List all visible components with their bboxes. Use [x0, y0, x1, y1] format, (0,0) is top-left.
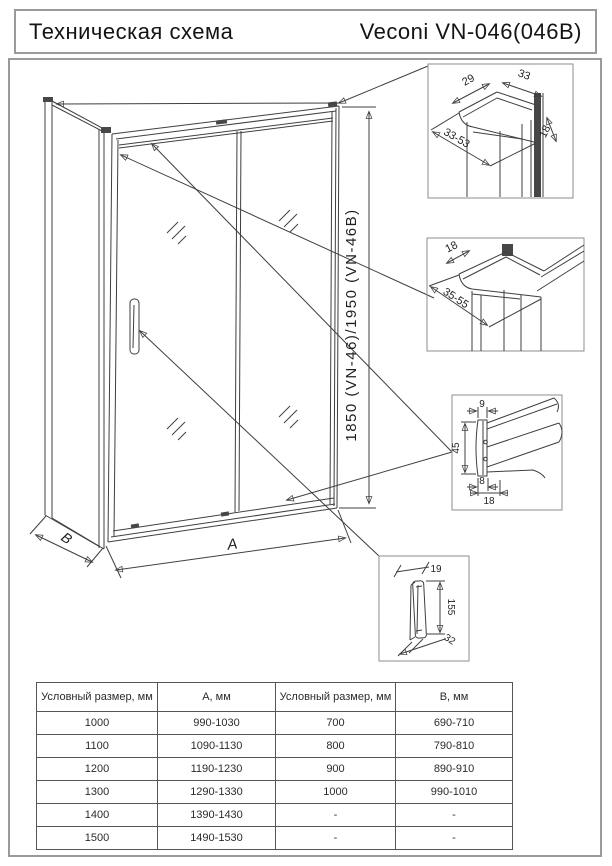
- handle-dim-19: 19: [430, 564, 442, 575]
- glass-reflection-marks: [167, 210, 298, 440]
- side-panel: [43, 97, 111, 549]
- col-header-nominal-a: Условный размер, мм: [37, 683, 158, 712]
- table-row: [37, 712, 513, 735]
- rail-section-dim-9: 9: [479, 399, 485, 410]
- cell: 1500: [37, 827, 158, 850]
- table-row: [37, 827, 513, 850]
- cell: -: [276, 804, 396, 827]
- page-title: Техническая схема: [29, 18, 234, 44]
- cell: 690-710: [396, 712, 513, 735]
- detail-bottom-rail: [427, 238, 584, 351]
- cell: 1490-1530: [158, 827, 276, 850]
- cell: 1200: [37, 758, 158, 781]
- wall-profile-cap: [43, 97, 53, 102]
- table-row: [37, 781, 513, 804]
- table-row: [37, 804, 513, 827]
- height-dim-label: 1850 (VN-46)/1950 (VN-46B): [343, 208, 360, 442]
- cell: 900: [276, 758, 396, 781]
- cell: 790-810: [396, 735, 513, 758]
- cell: 800: [276, 735, 396, 758]
- top-roller: [216, 119, 227, 124]
- dimension-width: [106, 510, 351, 578]
- detail-rail-section: [451, 395, 562, 510]
- size-table: [36, 682, 513, 850]
- col-header-a: А, мм: [158, 683, 276, 712]
- dimension-height: [339, 107, 376, 508]
- bottom-rail-dim-18: 18: [443, 239, 460, 256]
- cell: -: [396, 804, 513, 827]
- wall-profile-dim-18: 18: [537, 123, 554, 140]
- handle-dim-32: 32: [441, 632, 458, 648]
- wall-profile-dim-33: 33: [516, 67, 532, 83]
- detail-handle: [379, 556, 469, 661]
- cell: 1400: [37, 804, 158, 827]
- table-row: [37, 735, 513, 758]
- front-frame: [108, 101, 339, 542]
- col-header-b: В, мм: [396, 683, 513, 712]
- depth-dim-label: B: [58, 528, 76, 548]
- bottom-roller: [221, 511, 230, 516]
- cell: -: [276, 827, 396, 850]
- cell: 1300: [37, 781, 158, 804]
- cell: 990-1010: [396, 781, 513, 804]
- table-header-row: [37, 683, 513, 712]
- cell: 700: [276, 712, 396, 735]
- cell: 1190-1230: [158, 758, 276, 781]
- rail-section-dim-45: 45: [451, 442, 462, 454]
- handle-dim-155: 155: [445, 598, 456, 616]
- cell: 1000: [276, 781, 396, 804]
- cell: 1290-1330: [158, 781, 276, 804]
- wall-profile-dim-29: 29: [460, 72, 477, 89]
- bottom-rail-dim-range: 35-55: [440, 285, 471, 312]
- cell: -: [396, 827, 513, 850]
- model-title: Veconi VN-046(046B): [359, 18, 582, 44]
- cell: 1100: [37, 735, 158, 758]
- bottom-guide: [131, 523, 140, 528]
- detail-wall-profile: [428, 64, 573, 198]
- corner-joint: [101, 127, 111, 133]
- cell: 1390-1430: [158, 804, 276, 827]
- col-header-nominal-b: Условный размер, мм: [276, 683, 396, 712]
- wall-profile-dim-range: 33-53: [441, 126, 472, 151]
- table-row: [37, 758, 513, 781]
- rail-section-dim-18: 18: [483, 496, 495, 507]
- door-handle: [130, 299, 139, 354]
- cell: 890-910: [396, 758, 513, 781]
- cell: 990-1030: [158, 712, 276, 735]
- cell: 1000: [37, 712, 158, 735]
- rail-section-dim-8: 8: [479, 476, 485, 487]
- width-dim-label: A: [226, 535, 239, 554]
- cell: 1090-1130: [158, 735, 276, 758]
